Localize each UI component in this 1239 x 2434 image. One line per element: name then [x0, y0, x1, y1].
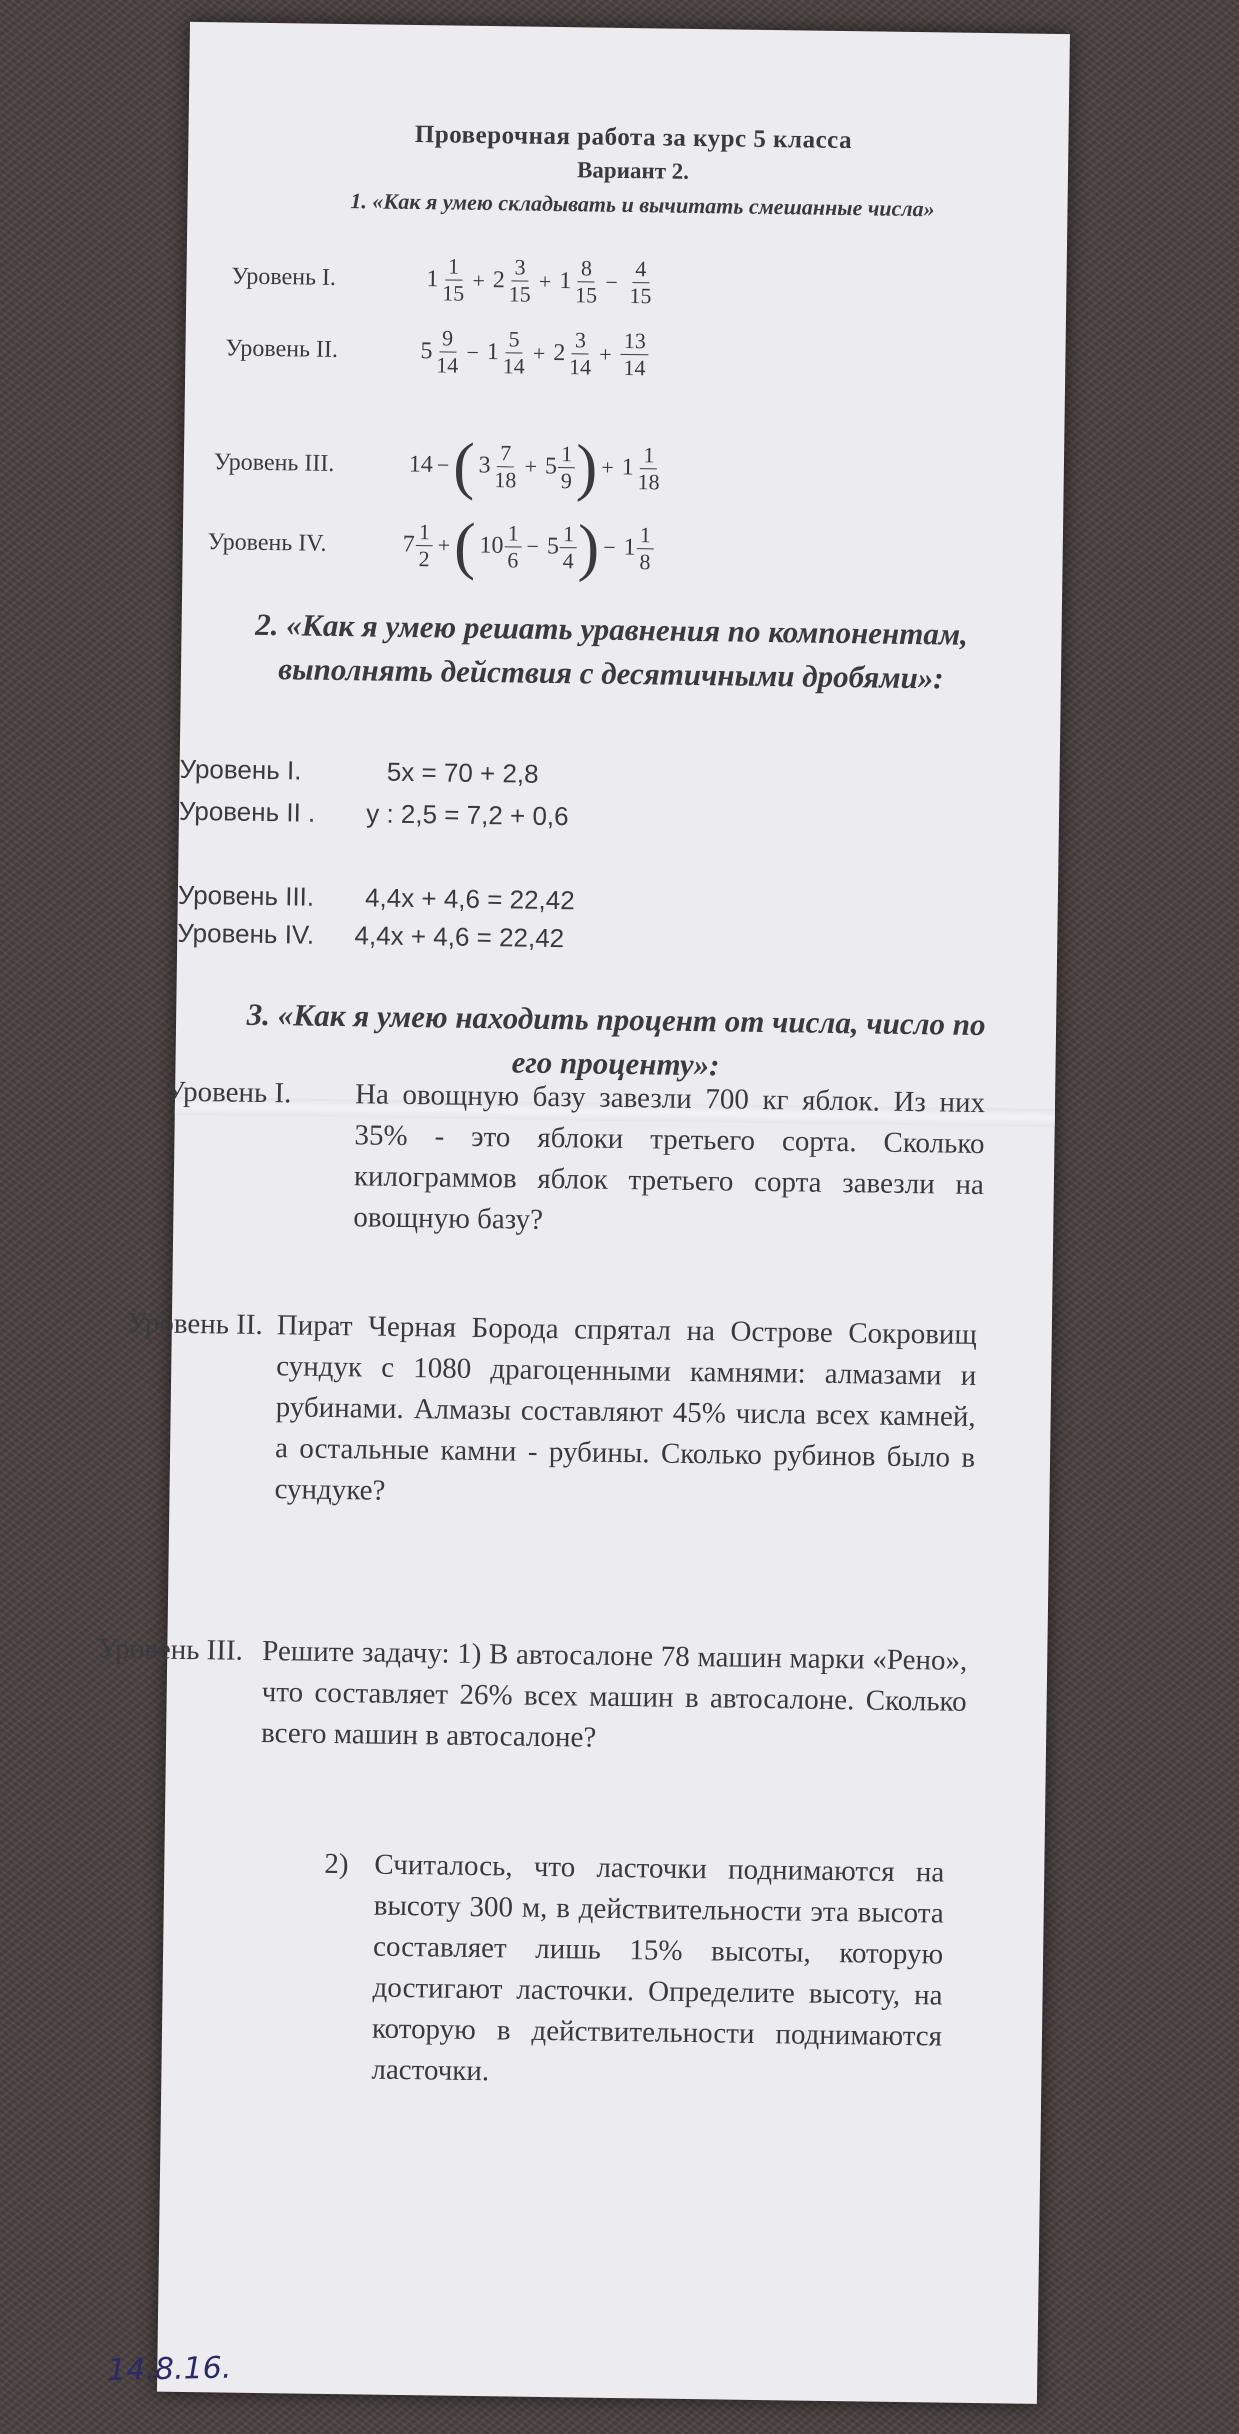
level-label: Уровень I.: [179, 753, 302, 786]
mixed-expression: 14 −( 3 $\frac{7}{18}$ + 5 $\frac{1}{9}$ ) + 1 $\frac{1}{18}$: [408, 429, 660, 503]
task-text: Решите задачу: 1) В автосалоне 78 машин марки «Рено», что составляет 26% всех машин в автосалоне. Сколько всего машин в автосалоне?: [260, 1635, 968, 1754]
task-number: 2): [324, 1847, 349, 1881]
level-label: Уровень II .: [178, 795, 316, 828]
equation: 4,4х + 4,6 = 22,42: [354, 920, 565, 954]
section2-title: 2. «Как я умею решать уравнения по компонентам, выполнять действия с десятичными дробями»:: [255, 606, 969, 696]
section2-level3: [178, 880, 575, 917]
equation: 5х = 70 + 2,8: [386, 756, 539, 789]
equation: у : 2,5 = 7,2 + 0,6: [366, 798, 569, 832]
mixed-expression: 5 $\frac{9}{14}$ − 1 $\frac{5}{14}$ + 2 $\frac{3}{14}$ + $\frac{13}{14}$: [420, 325, 650, 381]
section2-level4: [177, 918, 564, 954]
section2-level2: [179, 796, 569, 832]
variant-label: Вариант 2.: [576, 157, 690, 184]
section1-level2: [225, 322, 650, 381]
mixed-expression: 1 $\frac{1}{15}$ + 2 $\frac{3}{15}$ + 1 $\frac{8}{15}$ − $\frac{4}{15}$: [426, 253, 652, 309]
level-label: Уровень III.: [97, 1632, 244, 1667]
section1-level4: [207, 509, 655, 583]
task-text: На овощную базу завезли 700 кг яблок. Из них 35% - это яблоки третьего сорта. Сколько килограммов яблок третьего сорта завезли на овощную базу?: [353, 1078, 986, 1236]
section3-task4: [321, 1844, 944, 2099]
level-label: Уровень IV.: [207, 528, 327, 557]
level-label: Уровень III.: [213, 448, 335, 477]
section1-title: 1. «Как я умею складывать и вычитать смешанные числа»: [350, 188, 935, 222]
section3-task1: [163, 1072, 985, 1247]
section1-level1: [231, 250, 656, 309]
level-label: Уровень I.: [231, 263, 337, 291]
task-text: Считалось, что ласточки поднимаются на высоту 300 м, в действительности эта высота составляет лишь 15% высоты, которую достигают ласточки. Определите высоту, на которую в действительности поднимаются ласточки.: [371, 1848, 945, 2088]
worksheet-title: Проверочная работа за курс 5 класса: [414, 121, 853, 155]
level-label: Уровень II.: [225, 335, 339, 363]
level-label: Уровень I.: [164, 1075, 292, 1110]
handwritten-date: 14.8.16.: [106, 2350, 232, 2389]
equation: 4,4х + 4,6 = 22,42: [364, 882, 575, 916]
section2-level1: [179, 754, 538, 790]
section3-task3: [96, 1629, 968, 1764]
section3-title: 3. «Как я умею находить процент от числа, число по его проценту»:: [246, 996, 986, 1083]
task-text: Пират Черная Борода спрятал на Острове Сокровищ сундук с 1080 драгоценными камнями: алмазами и рубинами. Алмазы составляют 45% числа всех камней, а остальные камни - рубины. Сколько рубинов было в сундуке?: [274, 1309, 978, 1507]
level-label: Уровень III.: [177, 879, 315, 912]
worksheet-paper: [97, 22, 1070, 2404]
mixed-expression: 7 $\frac{1}{2}$ +( 10 $\frac{1}{6}$ − 5 $\frac{1}{4}$ ) − 1 $\frac{1}{8}$: [402, 513, 655, 581]
section1-level3: [213, 429, 664, 503]
level-label: Уровень II.: [126, 1307, 264, 1341]
level-label: Уровень IV.: [177, 917, 315, 950]
section3-task2: [124, 1303, 977, 1520]
